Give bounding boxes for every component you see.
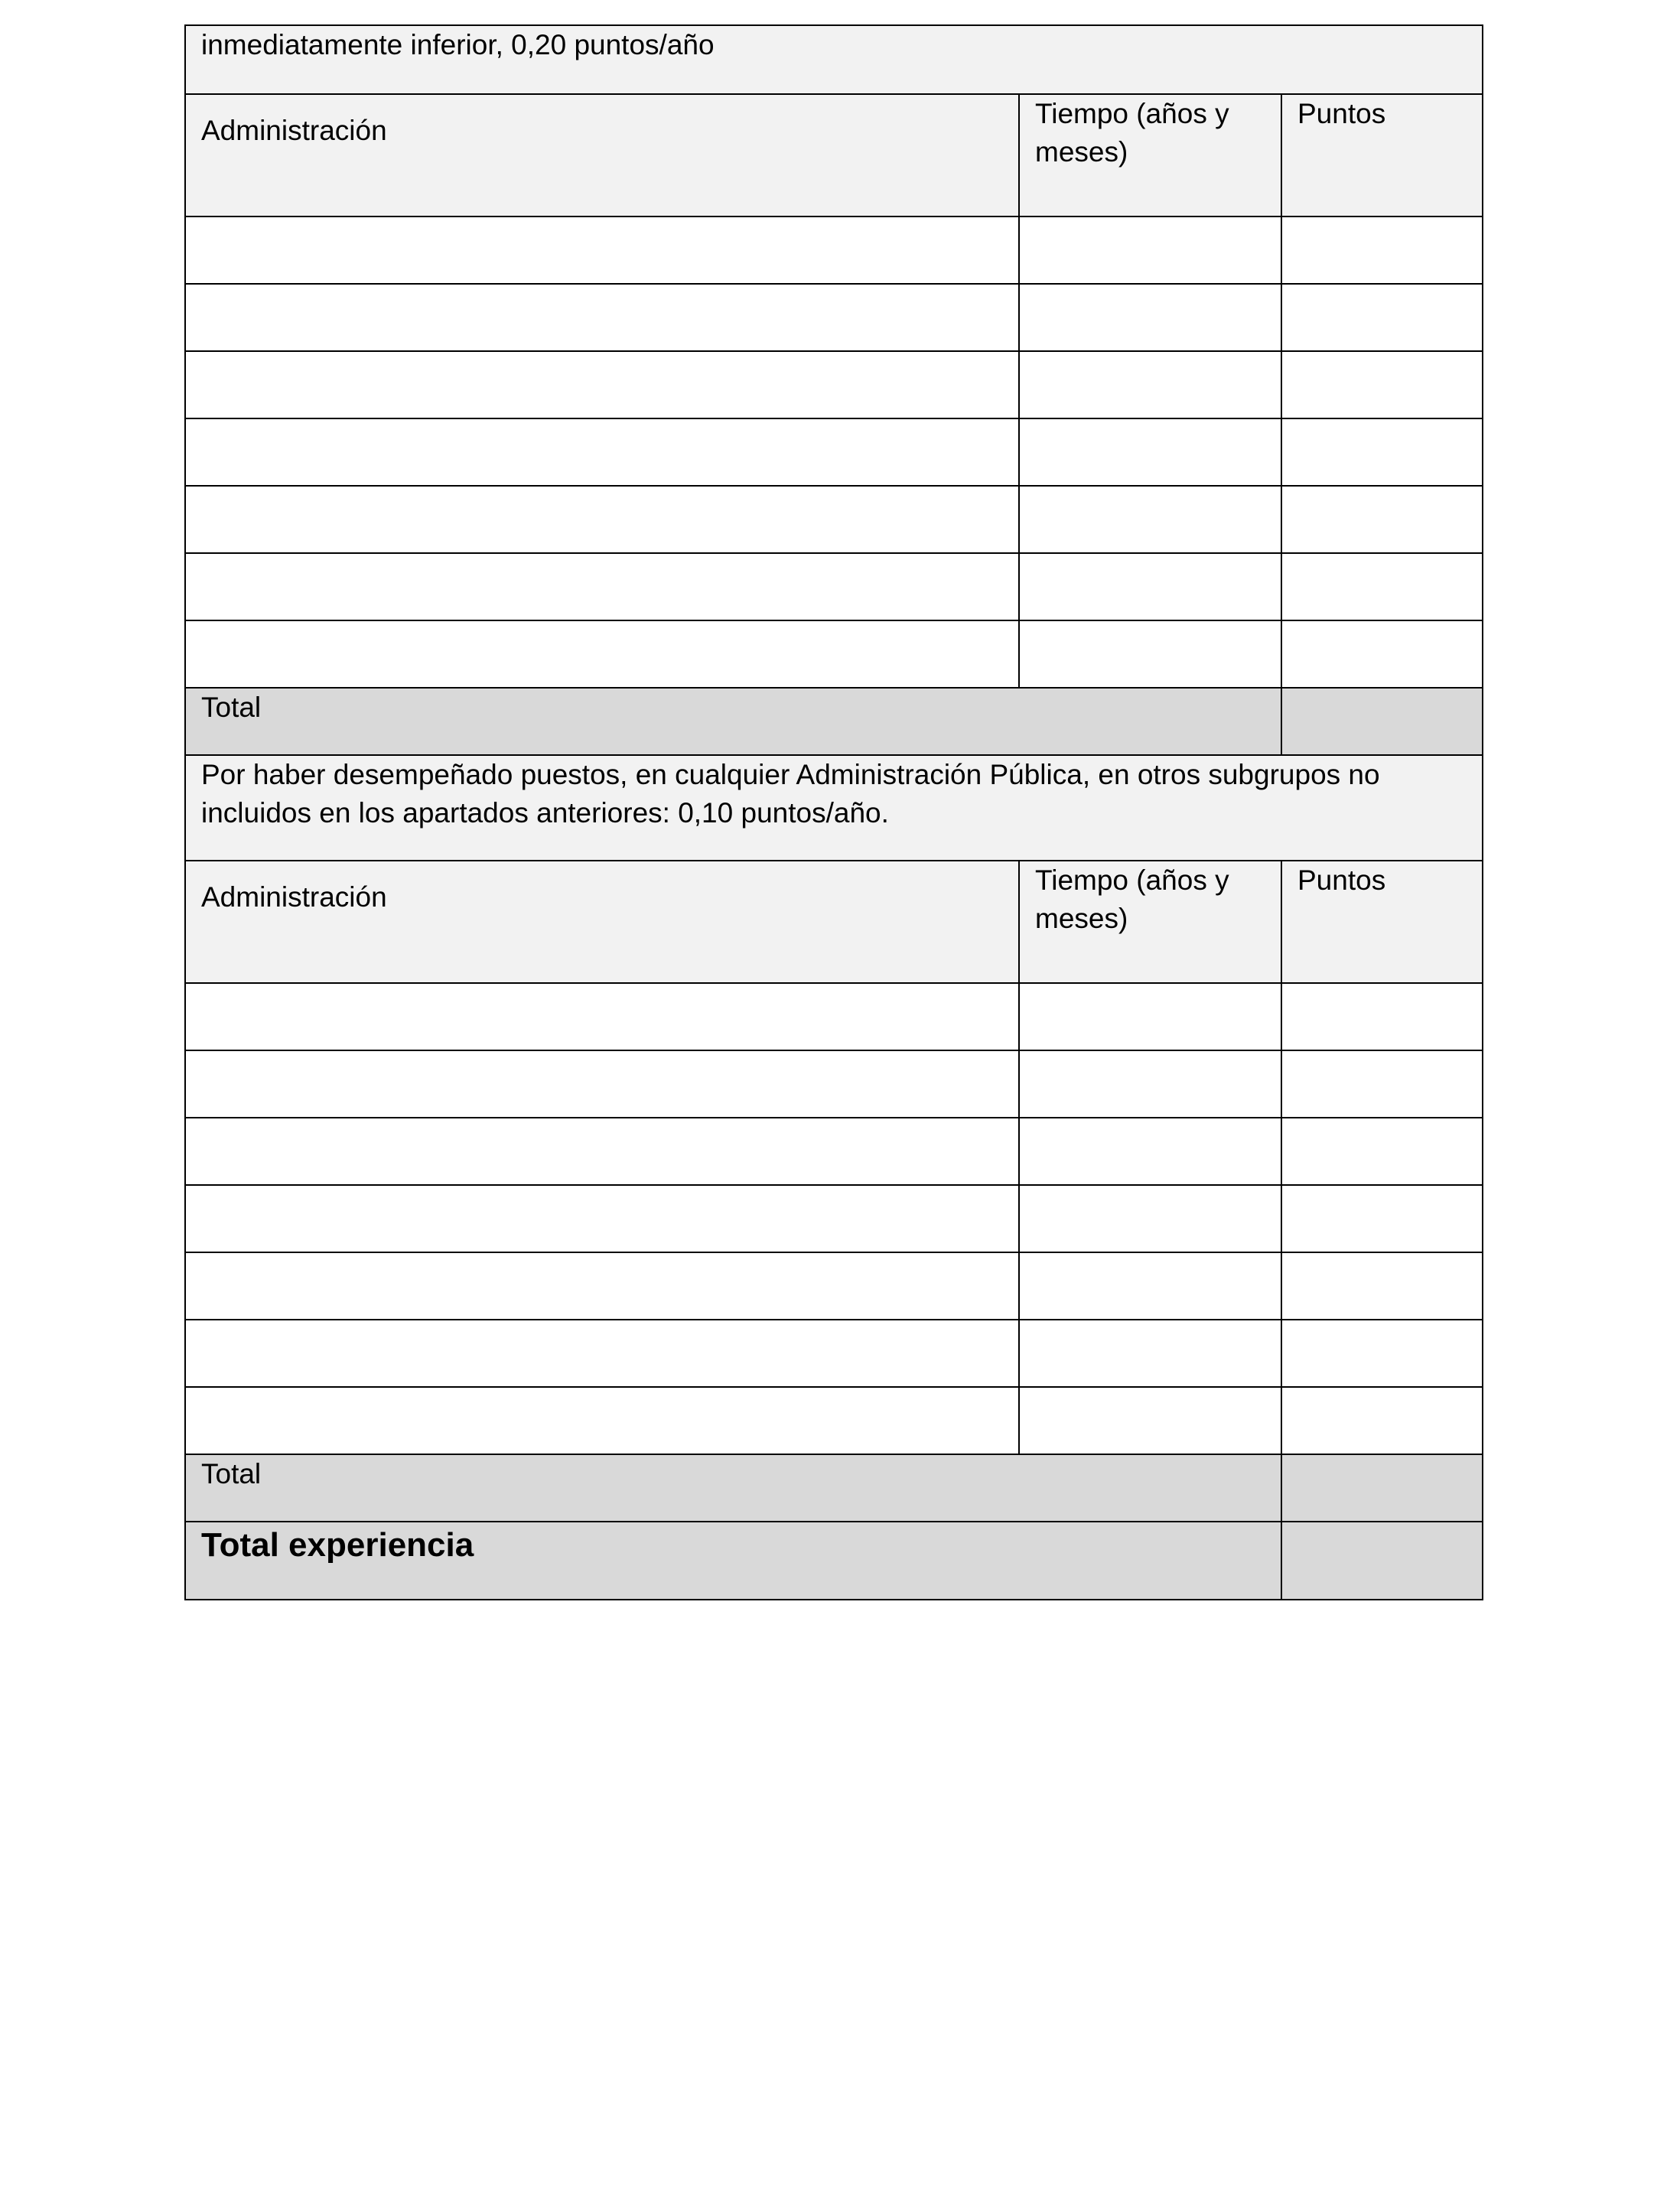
cell-puntos[interactable] xyxy=(1281,620,1483,688)
section2-total-value[interactable] xyxy=(1281,1454,1483,1522)
table-row xyxy=(185,486,1483,553)
section1-total-row xyxy=(185,688,1483,755)
cell-puntos[interactable] xyxy=(1281,1252,1483,1320)
column-header-tiempo: Tiempo (años y meses) xyxy=(1019,861,1281,983)
table-row xyxy=(185,284,1483,351)
table-row xyxy=(185,1252,1483,1320)
cell-tiempo[interactable] xyxy=(1019,620,1281,688)
table-row xyxy=(185,553,1483,620)
cell-puntos[interactable] xyxy=(1281,216,1483,284)
cell-puntos[interactable] xyxy=(1281,1320,1483,1387)
total-experiencia-row xyxy=(185,1522,1483,1600)
section1-intro-row xyxy=(185,25,1483,94)
table-row xyxy=(185,1320,1483,1387)
table-row xyxy=(185,216,1483,284)
cell-tiempo[interactable] xyxy=(1019,216,1281,284)
section1-intro-text: inmediatamente inferior, 0,20 puntos/año xyxy=(185,25,1483,94)
cell-administracion[interactable] xyxy=(185,983,1019,1050)
cell-tiempo[interactable] xyxy=(1019,1320,1281,1387)
column-header-administracion: Administración xyxy=(185,94,1019,216)
section2-intro-text: Por haber desempeñado puestos, en cualquier Administración Pública, en otros subgrupos no incluidos en los apartados anteriores: 0,10 puntos/año. xyxy=(185,755,1483,861)
cell-tiempo[interactable] xyxy=(1019,1050,1281,1118)
column-header-puntos: Puntos xyxy=(1281,861,1483,983)
column-header-administracion: Administración xyxy=(185,861,1019,983)
cell-puntos[interactable] xyxy=(1281,983,1483,1050)
table-row xyxy=(185,983,1483,1050)
section2-intro-row xyxy=(185,755,1483,861)
table-row xyxy=(185,1118,1483,1185)
table-row xyxy=(185,620,1483,688)
cell-administracion[interactable] xyxy=(185,486,1019,553)
table-row xyxy=(185,351,1483,418)
cell-puntos[interactable] xyxy=(1281,1118,1483,1185)
table-row xyxy=(185,1387,1483,1454)
cell-tiempo[interactable] xyxy=(1019,486,1281,553)
cell-tiempo[interactable] xyxy=(1019,1118,1281,1185)
cell-tiempo[interactable] xyxy=(1019,1387,1281,1454)
total-experiencia-label: Total experiencia xyxy=(185,1522,1281,1600)
cell-puntos[interactable] xyxy=(1281,284,1483,351)
cell-tiempo[interactable] xyxy=(1019,983,1281,1050)
cell-puntos[interactable] xyxy=(1281,418,1483,486)
section2-header-row xyxy=(185,861,1483,983)
cell-administracion[interactable] xyxy=(185,1185,1019,1252)
cell-tiempo[interactable] xyxy=(1019,351,1281,418)
column-header-puntos: Puntos xyxy=(1281,94,1483,216)
table-row xyxy=(185,1050,1483,1118)
cell-puntos[interactable] xyxy=(1281,351,1483,418)
cell-administracion[interactable] xyxy=(185,1118,1019,1185)
cell-puntos[interactable] xyxy=(1281,486,1483,553)
cell-administracion[interactable] xyxy=(185,284,1019,351)
cell-administracion[interactable] xyxy=(185,418,1019,486)
section1-total-value[interactable] xyxy=(1281,688,1483,755)
total-experiencia-value[interactable] xyxy=(1281,1522,1483,1600)
cell-administracion[interactable] xyxy=(185,351,1019,418)
cell-administracion[interactable] xyxy=(185,1050,1019,1118)
cell-puntos[interactable] xyxy=(1281,1185,1483,1252)
cell-administracion[interactable] xyxy=(185,1387,1019,1454)
cell-administracion[interactable] xyxy=(185,1252,1019,1320)
cell-tiempo[interactable] xyxy=(1019,284,1281,351)
table-row xyxy=(185,418,1483,486)
section1-total-label: Total xyxy=(185,688,1281,755)
cell-tiempo[interactable] xyxy=(1019,1185,1281,1252)
section1-header-row xyxy=(185,94,1483,216)
cell-administracion[interactable] xyxy=(185,553,1019,620)
table-row xyxy=(185,1185,1483,1252)
section2-total-row xyxy=(185,1454,1483,1522)
experience-form-table xyxy=(184,24,1483,1600)
cell-administracion[interactable] xyxy=(185,216,1019,284)
cell-puntos[interactable] xyxy=(1281,553,1483,620)
cell-tiempo[interactable] xyxy=(1019,553,1281,620)
cell-administracion[interactable] xyxy=(185,1320,1019,1387)
cell-puntos[interactable] xyxy=(1281,1387,1483,1454)
cell-tiempo[interactable] xyxy=(1019,418,1281,486)
cell-tiempo[interactable] xyxy=(1019,1252,1281,1320)
cell-administracion[interactable] xyxy=(185,620,1019,688)
cell-puntos[interactable] xyxy=(1281,1050,1483,1118)
column-header-tiempo: Tiempo (años y meses) xyxy=(1019,94,1281,216)
section2-total-label: Total xyxy=(185,1454,1281,1522)
